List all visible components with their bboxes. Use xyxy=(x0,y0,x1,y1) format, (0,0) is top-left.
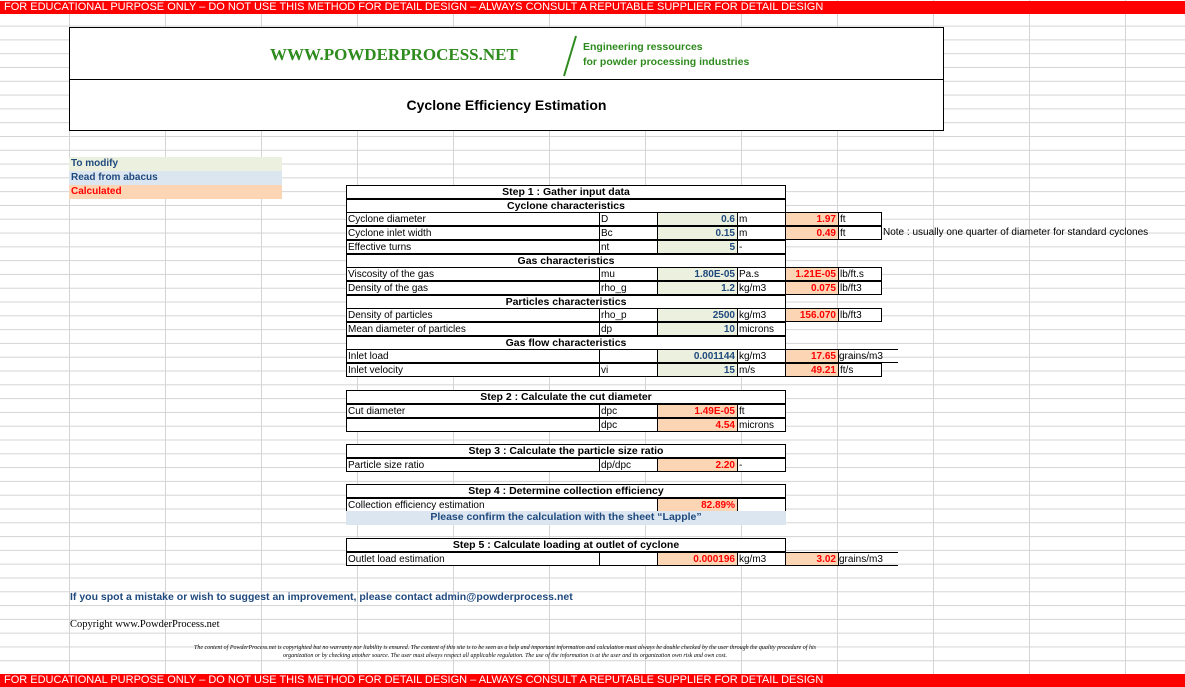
collection-efficiency-blank xyxy=(737,498,786,512)
effective-turns-label: Effective turns xyxy=(346,240,600,254)
step4-title: Step 4 : Determine collection efficiency xyxy=(346,484,786,498)
inlet-width-unit: m xyxy=(737,226,786,240)
contact-message[interactable]: If you spot a mistake or wish to suggest an improvement, please contact admin@powderprocess.net xyxy=(70,591,573,603)
logo-tagline-2: for powder processing industries xyxy=(583,56,750,68)
inlet-width-symbol: Bc xyxy=(599,226,658,240)
outlet-load-value: 0.000196 xyxy=(657,552,738,566)
disclaimer-banner-bottom: FOR EDUCATIONAL PURPOSE ONLY – DO NOT USE THIS METHOD FOR DETAIL DESIGN – ALWAYS CONSULT A REPUTABLE SUPPLIER FOR DETAIL DESIGN xyxy=(0,674,1185,687)
gas-density-imperial: 0.075 xyxy=(785,281,839,295)
inlet-width-label: Cyclone inlet width xyxy=(346,226,600,240)
cyclone-diameter-input[interactable]: 0.6 xyxy=(657,212,738,226)
cut-diameter-blank xyxy=(346,418,600,432)
gas-viscosity-imperial: 1.21E-05 xyxy=(785,267,839,281)
particle-density-symbol: rho_p xyxy=(599,308,658,322)
legend-calculated-label: Calculated xyxy=(71,186,122,197)
outlet-load-grains: 3.02 xyxy=(785,552,839,566)
gas-characteristics-title: Gas characteristics xyxy=(346,254,786,268)
gas-viscosity-imperial-unit: lb/ft.s xyxy=(838,267,882,281)
step3-title: Step 3 : Calculate the particle size ratio xyxy=(346,444,786,458)
inlet-velocity-ft-unit: ft/s xyxy=(838,363,882,377)
cut-diameter-microns-unit: microns xyxy=(737,418,786,432)
gas-viscosity-input[interactable]: 1.80E-05 xyxy=(657,267,738,281)
step2-title: Step 2 : Calculate the cut diameter xyxy=(346,390,786,404)
particles-characteristics-title: Particles characteristics xyxy=(346,295,786,309)
step5-title: Step 5 : Calculate loading at outlet of cyclone xyxy=(346,538,786,552)
inlet-velocity-label: Inlet velocity xyxy=(346,363,600,377)
outlet-load-grains-unit: grains/m3 xyxy=(838,552,898,566)
gas-flow-characteristics-title: Gas flow characteristics xyxy=(346,336,786,350)
cut-diameter-symbol-microns: dpc xyxy=(599,418,658,432)
inlet-width-ft-unit: ft xyxy=(838,226,882,240)
mean-diameter-input[interactable]: 10 xyxy=(657,322,738,336)
gas-density-unit: kg/m3 xyxy=(737,281,786,295)
particle-density-imperial-unit: lb/ft3 xyxy=(838,308,882,322)
outlet-load-unit: kg/m3 xyxy=(737,552,786,566)
particle-size-ratio-value: 2.20 xyxy=(657,458,738,472)
inlet-load-grains: 17.65 xyxy=(785,349,839,363)
outlet-load-label: Outlet load estimation xyxy=(346,552,600,566)
outlet-load-symbol xyxy=(599,552,658,566)
cyclone-diameter-symbol: D xyxy=(599,212,658,226)
inlet-velocity-input[interactable]: 15 xyxy=(657,363,738,377)
effective-turns-input[interactable]: 5 xyxy=(657,240,738,254)
cyclone-diameter-ft-unit: ft xyxy=(838,212,882,226)
header-box xyxy=(69,27,944,131)
gas-density-input[interactable]: 1.2 xyxy=(657,281,738,295)
inlet-width-ft: 0.49 xyxy=(785,226,839,240)
inlet-load-grains-unit: grains/m3 xyxy=(838,349,898,363)
inlet-load-symbol xyxy=(599,349,658,363)
cyclone-characteristics-title: Cyclone characteristics xyxy=(346,199,786,213)
cut-diameter-ft-unit: ft xyxy=(737,404,786,418)
step1-title: Step 1 : Gather input data xyxy=(346,185,786,199)
inlet-load-input[interactable]: 0.001144 xyxy=(657,349,738,363)
logo-slash-icon xyxy=(560,34,580,78)
gas-viscosity-label: Viscosity of the gas xyxy=(346,267,600,281)
logo-tagline-1: Engineering ressources xyxy=(583,41,703,53)
gas-density-imperial-unit: lb/ft3 xyxy=(838,281,882,295)
effective-turns-unit: - xyxy=(737,240,786,254)
inlet-velocity-unit: m/s xyxy=(737,363,786,377)
gas-density-label: Density of the gas xyxy=(346,281,600,295)
legal-disclaimer-line2: organization or by checking another source. The user must always respect all applicable regulation. The use of the information is at the user and its organization own risk and own cost. xyxy=(282,653,728,659)
collection-efficiency-label: Collection efficiency estimation xyxy=(346,498,658,512)
cyclone-diameter-unit: m xyxy=(737,212,786,226)
inlet-velocity-ft: 49.21 xyxy=(785,363,839,377)
particle-size-ratio-unit: - xyxy=(737,458,786,472)
disclaimer-banner-top: FOR EDUCATIONAL PURPOSE ONLY – DO NOT USE THIS METHOD FOR DETAIL DESIGN – ALWAYS CONSULT A REPUTABLE SUPPLIER FOR DETAIL DESIGN xyxy=(0,1,1185,14)
legend-calculated xyxy=(69,185,282,199)
collection-efficiency-value: 82.89% xyxy=(657,498,738,512)
mean-diameter-unit: microns xyxy=(737,322,786,336)
mean-diameter-label: Mean diameter of particles xyxy=(346,322,600,336)
particle-density-input[interactable]: 2500 xyxy=(657,308,738,322)
particle-density-imperial: 156.070 xyxy=(785,308,839,322)
gas-viscosity-symbol: mu xyxy=(599,267,658,281)
inlet-velocity-symbol: vi xyxy=(599,363,658,377)
lapple-confirm-link[interactable]: Please confirm the calculation with the sheet “Lapple” xyxy=(346,511,786,525)
inlet-width-input[interactable]: 0.15 xyxy=(657,226,738,240)
cut-diameter-label: Cut diameter xyxy=(346,404,600,418)
legend-read-from-abacus xyxy=(69,171,282,185)
mean-diameter-symbol: dp xyxy=(599,322,658,336)
site-logo-text[interactable]: WWW.POWDERPROCESS.NET xyxy=(270,45,518,64)
header-logo-row xyxy=(70,28,943,80)
inlet-load-unit: kg/m3 xyxy=(737,349,786,363)
legal-disclaimer xyxy=(80,644,930,660)
legal-disclaimer-line1: The content of PowderProcess.net is copyrighted but no warranty nor liability is ensured. The content of this site is to be seen as a help and important information and calculation must always be double checked by the user through the quality procedure of his xyxy=(194,645,816,651)
legend-abacus-label: Read from abacus xyxy=(71,172,158,183)
inlet-width-note: Note : usually one quarter of diameter for standard cyclones xyxy=(883,227,1149,238)
legend-to-modify xyxy=(69,157,282,171)
copyright-text: Copyright www.PowderProcess.net xyxy=(70,619,220,630)
inlet-load-label: Inlet load xyxy=(346,349,600,363)
gas-density-symbol: rho_g xyxy=(599,281,658,295)
cyclone-diameter-label: Cyclone diameter xyxy=(346,212,600,226)
page-title: Cyclone Efficiency Estimation xyxy=(406,97,607,113)
gas-viscosity-unit: Pa.s xyxy=(737,267,786,281)
effective-turns-symbol: nt xyxy=(599,240,658,254)
legend-to-modify-label: To modify xyxy=(71,158,119,169)
particle-density-label: Density of particles xyxy=(346,308,600,322)
particle-density-unit: kg/m3 xyxy=(737,308,786,322)
cut-diameter-symbol-ft: dpc xyxy=(599,404,658,418)
cut-diameter-ft: 1.49E-05 xyxy=(657,404,738,418)
cut-diameter-microns: 4.54 xyxy=(657,418,738,432)
cyclone-diameter-ft: 1.97 xyxy=(785,212,839,226)
particle-size-ratio-symbol: dp/dpc xyxy=(599,458,658,472)
particle-size-ratio-label: Particle size ratio xyxy=(346,458,600,472)
